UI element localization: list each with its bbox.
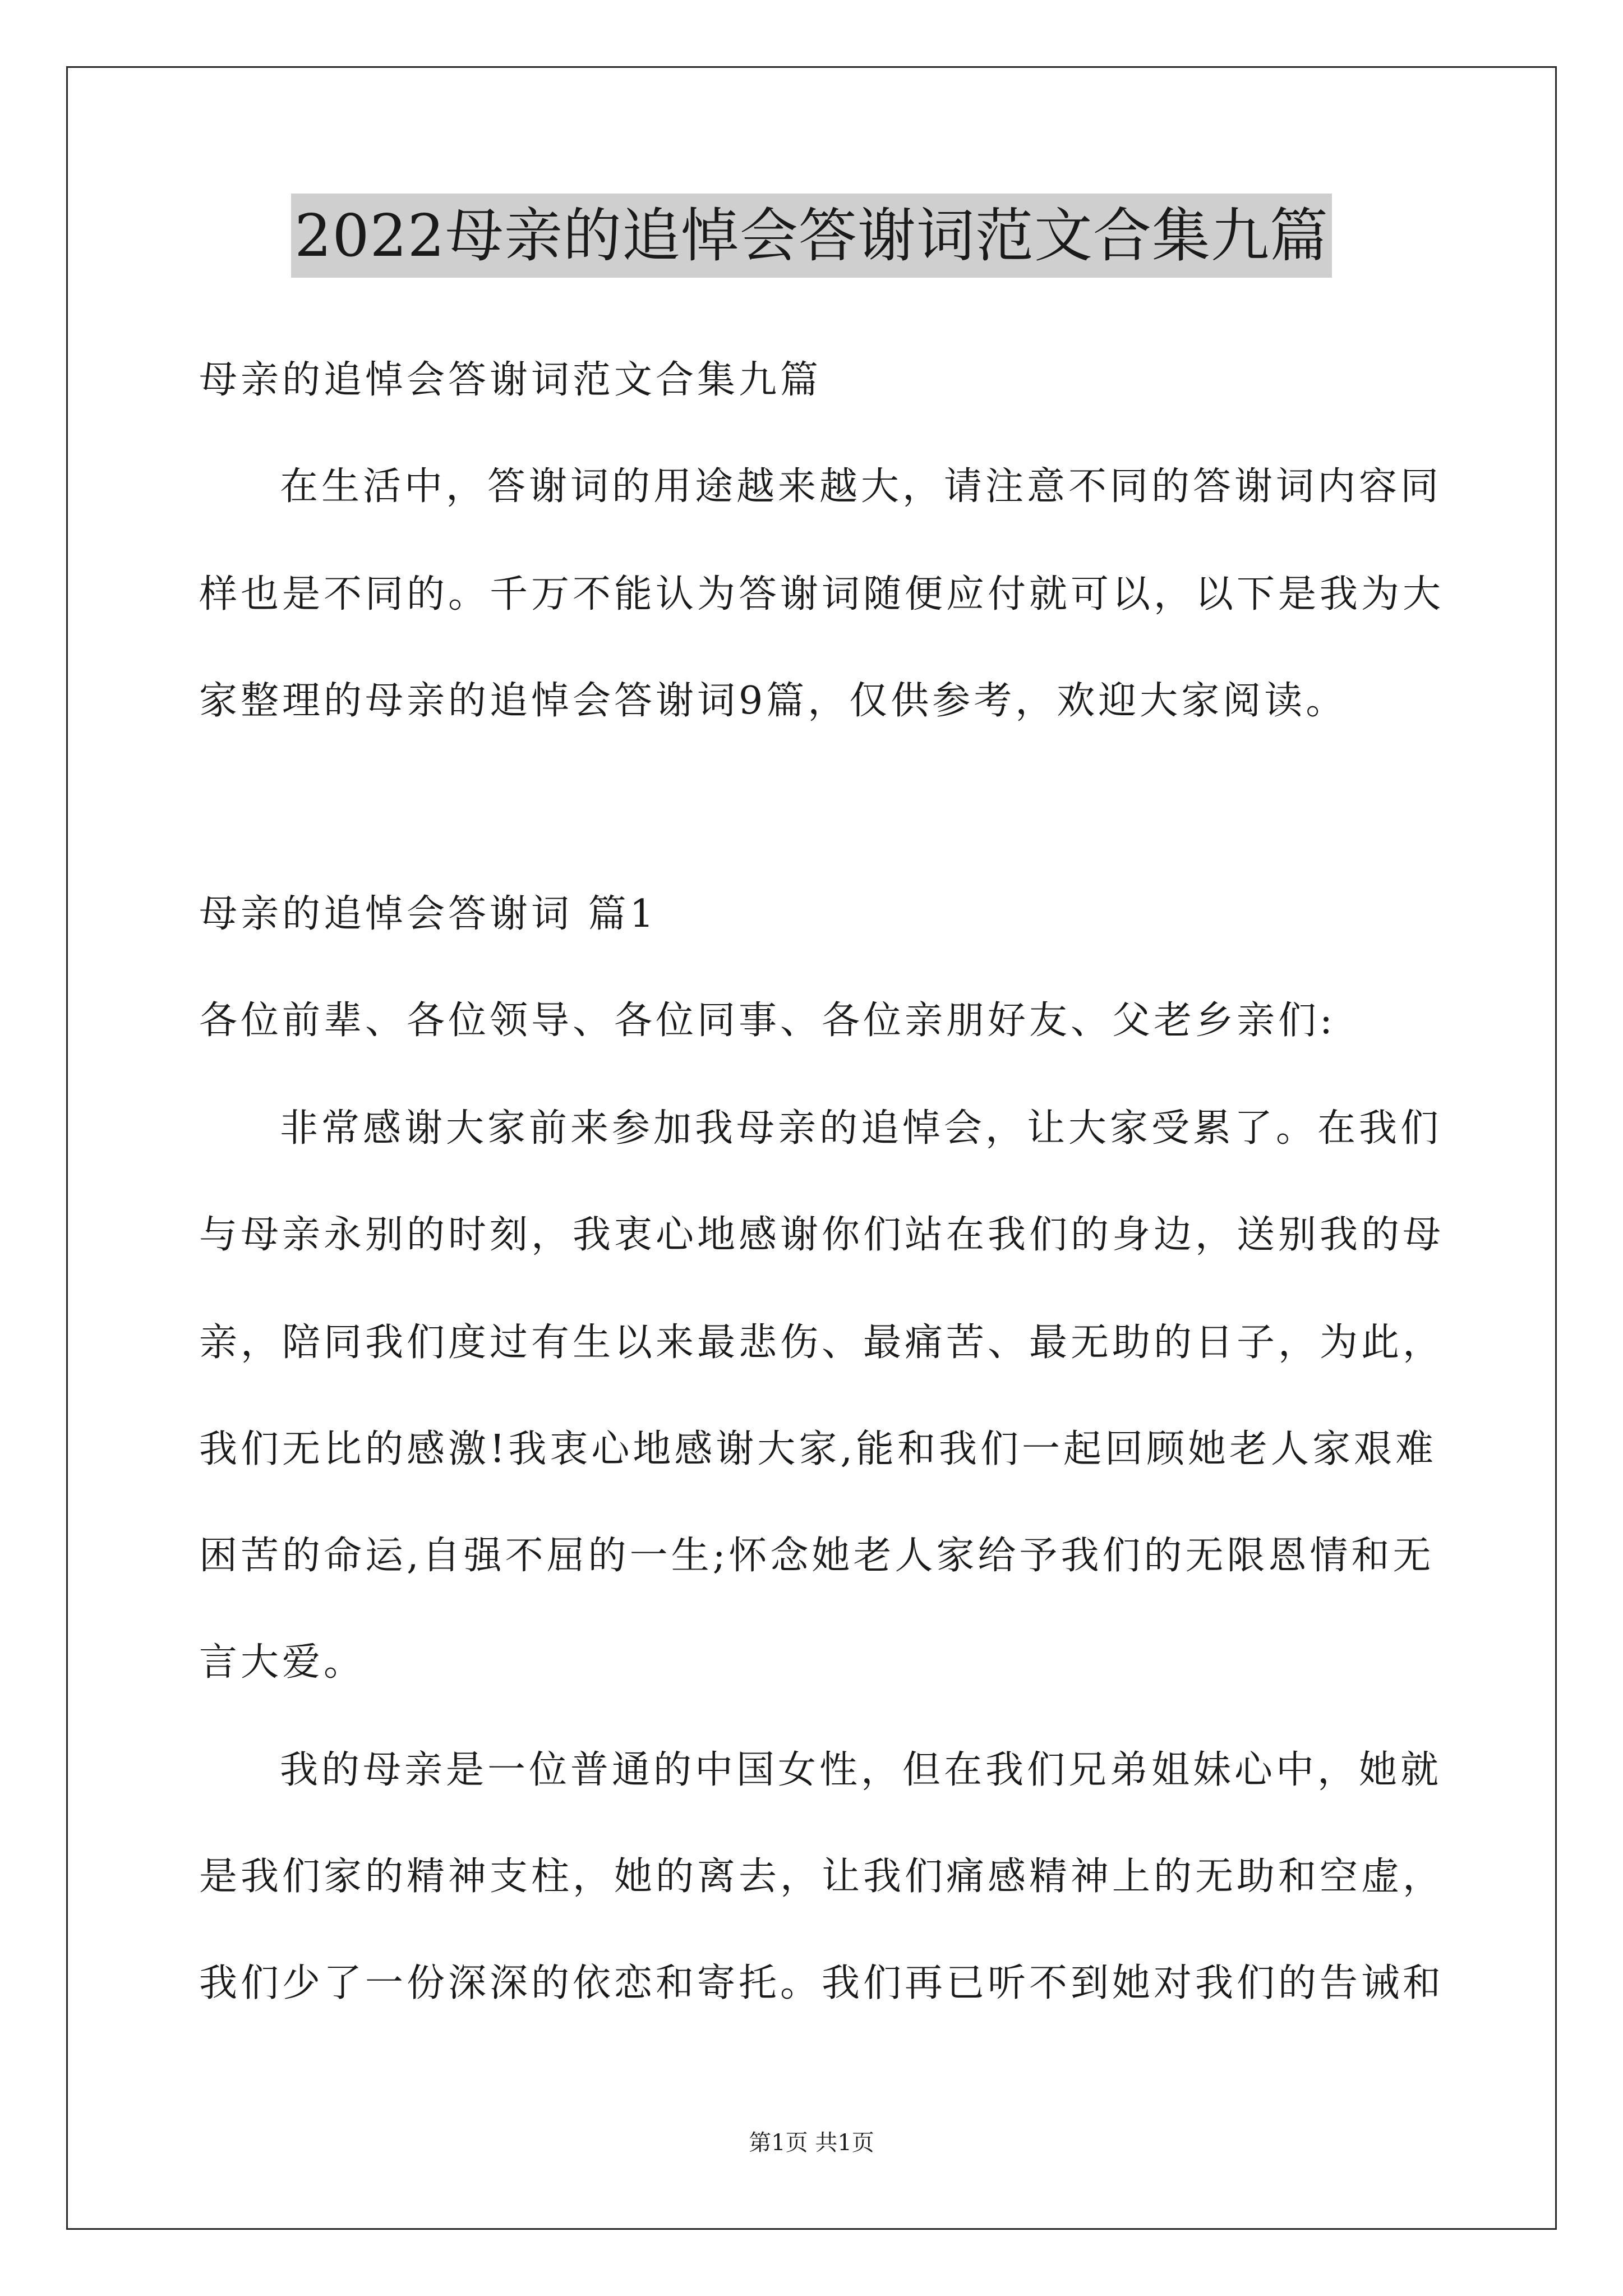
paragraph1-line-1: 非常感谢大家前来参加我母亲的追悼会，让大家受累了。在我们 [280,1106,1442,1151]
paragraph2-line-2: 是我们家的精神支柱，她的离去，让我们痛感精神上的无助和空虚， [199,1855,1445,1899]
intro-line-1: 在生活中，答谢词的用途越来越大，请注意不同的答谢词内容同 [280,464,1442,509]
intro-line-3: 家整理的母亲的追悼会答谢词9篇，仅供参考，欢迎大家阅读。 [199,679,1348,723]
document-subtitle: 母亲的追悼会答谢词范文合集九篇 [199,358,822,402]
paragraph1-line-3: 亲，陪同我们度过有生以来最悲伤、最痛苦、最无助的日子，为此， [199,1320,1445,1365]
paragraph1-line-2: 与母亲永别的时刻，我衷心地感谢你们站在我们的身边，送别我的母 [199,1213,1445,1257]
paragraph1-line-4: 我们无比的感激!我衷心地感谢大家,能和我们一起回顾她老人家艰难 [199,1427,1437,1471]
page-footer: 第1页 共1页 [749,2130,874,2156]
paragraph1-line-6: 言大爱。 [199,1640,366,1685]
paragraph2-line-1: 我的母亲是一位普通的中国女性，但在我们兄弟姐妹心中，她就 [280,1748,1442,1792]
title-container [0,194,1623,278]
document-title: 2022母亲的追悼会答谢词范文合集九篇 [291,194,1332,278]
salutation: 各位前辈、各位领导、各位同事、各位亲朋好友、父老乡亲们: [199,999,1336,1043]
paragraph2-line-3: 我们少了一份深深的依恋和寄托。我们再已听不到她对我们的告诫和 [199,1961,1445,2005]
paragraph1-line-5: 困苦的命运,自强不屈的一生;怀念她老人家给予我们的无限恩情和无 [199,1534,1435,1578]
intro-line-2: 样也是不同的。千万不能认为答谢词随便应付就可以，以下是我为大 [199,572,1445,616]
section-heading: 母亲的追悼会答谢词 篇1 [199,892,657,936]
